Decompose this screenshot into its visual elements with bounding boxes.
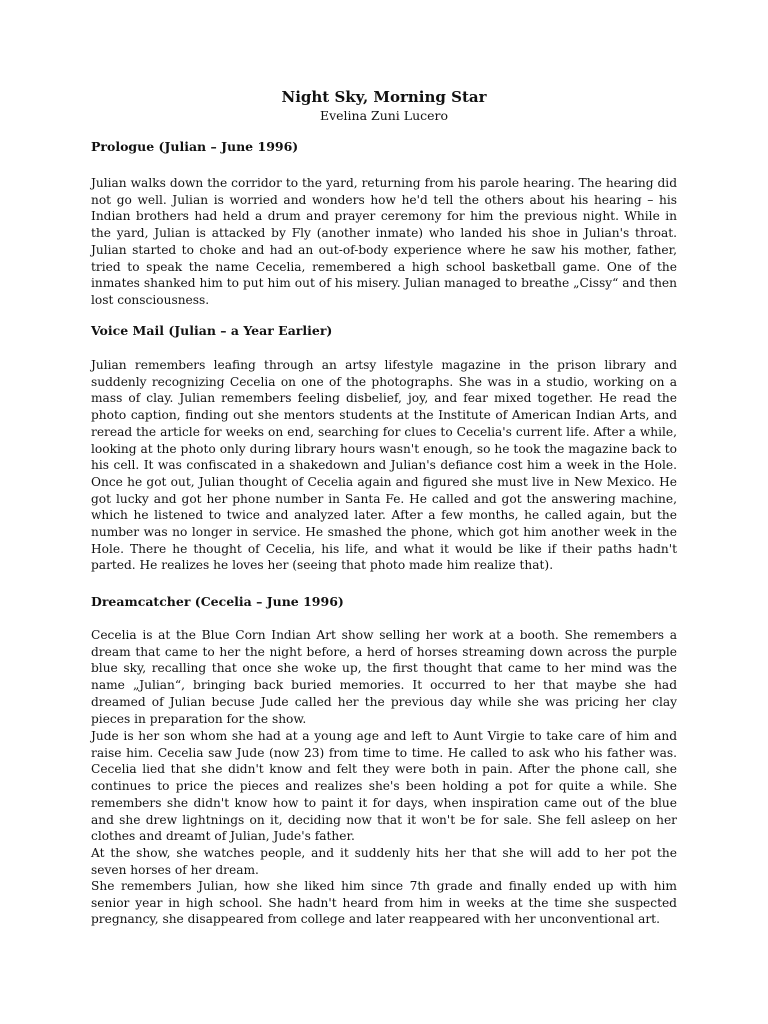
section-heading-voice-mail: Voice Mail (Julian – a Year Earlier)	[91, 323, 333, 338]
paragraph-prologue: Julian walks down the corridor to the yard, returning from his parole hearing. The hearing did not go well. Julian is worried and wonders how he'd tell the others about his hearing – his Indian brothers had held a drum and prayer ceremony for him the previous night. While in the yard, Julian is attacked by Fly (another inmate) who landed his shoe in Julian's throat. Julian started to choke and had an out-of-body experience where he saw his mother, father, tried to speak the name Cecelia, remembered a high school basketball game. One of the inmates shanked him to put him out of his misery. Julian managed to breathe „Cissy“ and then lost consciousness.	[91, 176, 677, 307]
document-title: Night Sky, Morning Star	[281, 88, 487, 106]
paragraph-voice-mail: Julian remembers leafing through an artsy lifestyle magazine in the prison library and suddenly recognizing Cecelia on one of the photographs. She was in a studio, working on a mass of clay. Julian remembers feeling disbelief, joy, and fear mixed together. He read the photo caption, finding out she mentors students at the Institute of American Indian Arts, and reread the article for weeks on end, searching for clues to Cecelia's current life. After a while, looking at the photo only during library hours wasn't enough, so he took the magazine back to his cell. It was confiscated in a shakedown and Julian's defiance cost him a week in the Hole. Once he got out, Julian thought of Cecelia again and figured she must live in New Mexico. He got lucky and got her phone number in Santa Fe. He called and got the answering machine, which he listened to twice and analyzed later. After a few months, he called again, but the number was no longer in service. He smashed the phone, which got him another week in the Hole. There he thought of Cecelia, his life, and what it would be like if their paths hadn't parted. He realizes he loves her (seeing that photo made him realize that).	[91, 358, 677, 573]
paragraph-dreamcatcher-2: Jude is her son whom she had at a young age and left to Aunt Virgie to take care of him and raise him. Cecelia saw Jude (now 23) from time to time. He called to ask who his father was. Cecelia lied that she didn't know and felt they were both in pain. After the phone call, she continues to price the pieces and realizes she's been holding a pot for quite a while. She remembers she didn't know how to paint it for days, when inspiration came out of the blue and she drew lightnings on it, deciding now that it won't be for sale. She fell asleep on her clothes and dreamt of Julian, Jude's father.	[91, 729, 677, 844]
paragraph-dreamcatcher-3: At the show, she watches people, and it suddenly hits her that she will add to her pot the seven horses of her dream.	[91, 846, 677, 877]
section-heading-prologue: Prologue (Julian – June 1996)	[91, 139, 299, 154]
document-author: Evelina Zuni Lucero	[319, 108, 449, 123]
paragraph-dreamcatcher-4: She remembers Julian, how she liked him since 7th grade and finally ended up with him senior year in high school. She hadn't heard from him in weeks at the time she suspected pregnancy, she disappeared from college and later reappeared with her unconventional art.	[91, 879, 677, 927]
paragraph-dreamcatcher-1: Cecelia is at the Blue Corn Indian Art show selling her work at a booth. She remembers a dream that came to her the night before, a herd of horses streaming down across the purple blue sky, recalling that once she woke up, the first thought that came to her mind was the name „Julian“, bringing back buried memories. It occurred to her that maybe she had dreamed of Julian becuse Jude called her the previous day while she was pricing her clay pieces in preparation for the show.	[91, 628, 677, 726]
section-heading-dreamcatcher: Dreamcatcher (Cecelia – June 1996)	[91, 594, 344, 609]
